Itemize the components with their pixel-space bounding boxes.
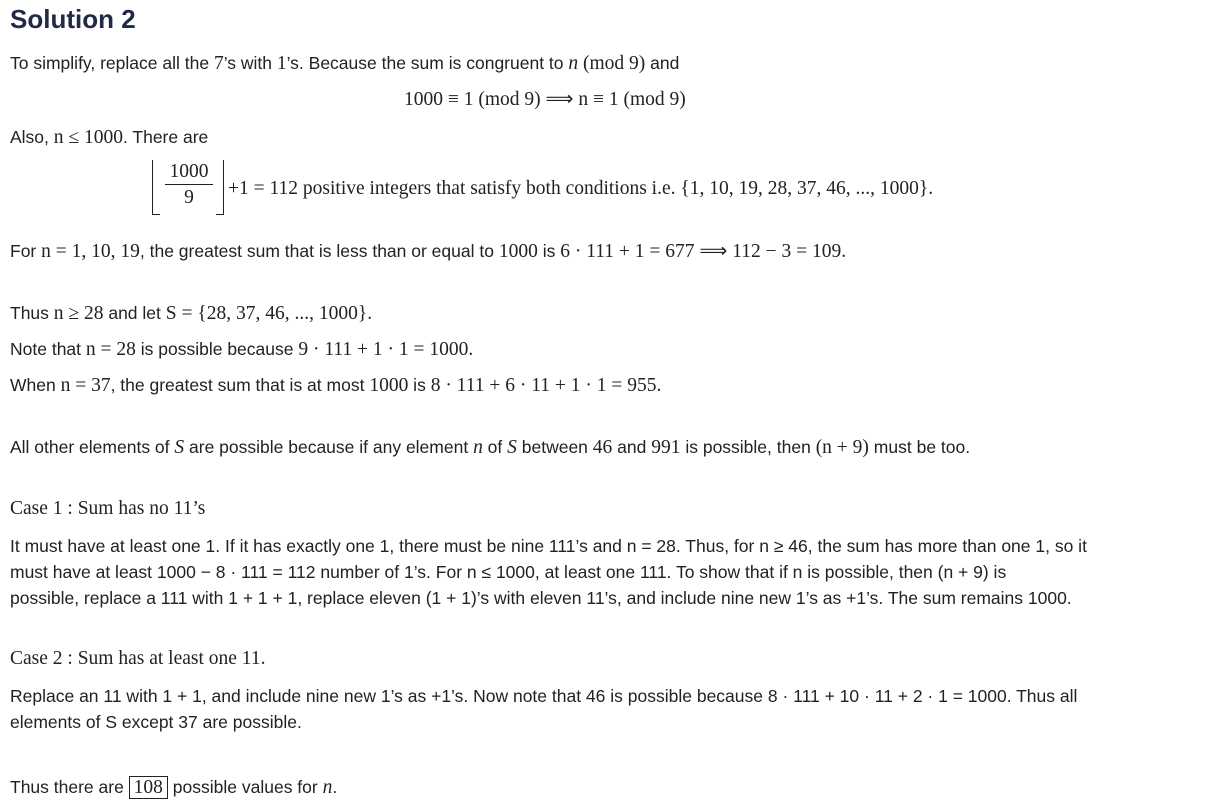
n37-line: When n = 37, the greatest sum that is at most 1000 is 8 · 111 + 6 · 11 + 1 · 1 = 955.: [10, 375, 662, 396]
case-1-paragraph-line-1: It must have at least one 1. If it has exactly one 1, there must be nine 111’s and n = 28. Thus, for n ≥ 46, the sum has more than one 1, so it: [10, 536, 1087, 556]
answer-box: 108: [129, 776, 168, 799]
case-1-paragraph-line-2: must have at least 1000 − 8 · 111 = 112 number of 1’s. For n ≤ 1000, at least one 111. To show that if n is possible, then (n + 9) is: [10, 562, 1007, 582]
floor-bracket-left: [152, 160, 160, 215]
other-elements-line: All other elements of S are possible because if any element n of S between 46 and 991 is possible, then (n + 9) must be too.: [10, 437, 971, 458]
solution-title: Solution 2: [10, 4, 136, 34]
case-2-paragraph-line-1: Replace an 11 with 1 + 1, and include nine new 1’s as +1’s. Now note that 46 is possible because 8 · 111 + 10 · 11 + 2 · 1 = 1000. Thus all: [10, 686, 1078, 706]
small-n-line: For n = 1, 10, 19, the greatest sum that is less than or equal to 1000 is 6 · 111 + 1 = 677 ⟹ 112 − 3 = 109.: [10, 241, 847, 262]
case-2-paragraph-line-2: elements of S except 37 are possible.: [10, 712, 302, 732]
set-definition-line: Thus n ≥ 28 and let S = {28, 37, 46, ..., 1000}.: [10, 303, 373, 324]
conclusion-line: Thus there are 108 possible values for n.: [10, 777, 338, 798]
also-line: Also, n ≤ 1000. There are: [10, 127, 209, 148]
count-line: +1 = 112 positive integers that satisfy both conditions i.e. {1, 10, 19, 28, 37, 46, ..., 1000}.: [228, 178, 934, 199]
congruence-equation: 1000 ≡ 1 (mod 9) ⟹ n ≡ 1 (mod 9): [404, 89, 686, 110]
n28-line: Note that n = 28 is possible because 9 · 111 + 1 · 1 = 1000.: [10, 339, 474, 360]
intro-line: To simplify, replace all the 7’s with 1’s. Because the sum is congruent to n (mod 9) and: [10, 53, 680, 74]
case-2-heading: Case 2 : Sum has at least one 11.: [10, 648, 266, 669]
case-1-paragraph-line-3: possible, replace a 111 with 1 + 1 + 1, replace eleven (1 + 1)’s with eleven 11’s, and include nine new 1’s as +1’s. The sum remains 1000.: [10, 588, 1072, 608]
fraction: 1000 9: [162, 160, 216, 211]
case-1-heading: Case 1 : Sum has no 11’s: [10, 498, 206, 519]
floor-bracket-right: [216, 160, 224, 215]
